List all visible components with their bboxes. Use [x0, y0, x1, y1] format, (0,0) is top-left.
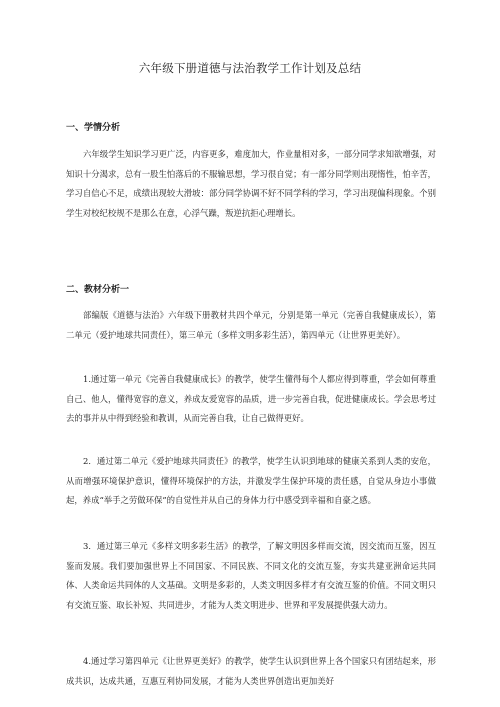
- document-title: 六年级下册道德与法治教学工作计划及总结: [138, 61, 362, 75]
- paragraph-unit-3: 3．通过第三单元《多样文明多彩生活》的教学，了解文明因多样而交流，因交流而互鉴，因互鉴而发展。我们要加强世界上不同国家、不同民族、不同文化的交流互鉴，夯实共建亚洲命运共同体、人类命运共同体的人文基础。文明是多彩的，人类文明因多样才有交流互鉴的价值。不同文明只有交流互鉴、取长补短、共同进步，才能为人类文明进步、世界和平发展提供强大动力。: [66, 541, 436, 610]
- section-heading-textbook-analysis: 二、教材分析一: [66, 285, 130, 295]
- paragraph-unit-4: 4.通过学习第四单元《让世界更美好》的教学，使学生认识到世界上各个国家只有团结起来，形成共识，达成共通，互惠互利协同发展，才能为人类世界创造出更加美好: [66, 656, 436, 686]
- paragraph-learning-analysis: 六年级学生知识学习更广泛，内容更多，难度加大，作业量相对多，一部分同学求知欲增强，对知识十分渴求，总有一股生怕落后的不服输思想，学习很自觉；有一部分同学则出现惰性，怕辛苦，学习自信心不足，成绩出现较大滑坡：部分同学协调不好不同学科的学习，学习出现偏科现象。个别学生对校纪校规不是那么在意，心浮气躁，叛逆抗拒心理增长。: [66, 149, 436, 218]
- paragraph-textbook-overview: 部编版《道德与法治》六年级下册教材共四个单元，分别是第一单元（完善自我健康成长），第二单元（爱护地球共同责任），第三单元（多样文明多彩生活），第四单元（让世界更美好）。: [66, 310, 436, 340]
- paragraph-unit-1: 1.通过第一单元《完善自我健康成长》的教学，使学生懂得每个人都应得到尊重，学会如何尊重自己、他人，懂得宽容的意义，养成友爱宽容的品质，进一步完善自我，促进健康成长。学会思考过去的事并从中得到经验和教训，从而完善自我，让自己做得更好。: [66, 374, 436, 423]
- section-heading-learning-analysis: 一、学情分析: [66, 123, 121, 133]
- paragraph-unit-2: 2．通过第二单元《爱护地球共同责任》的教学，使学生认识到地球的健康关系到人类的安危，从而增强环境保护意识，懂得环境保护的方法，并激发学生保护环境的责任感，自觉从身边小事做起，养成“举手之劳做环保”的自觉性并从自己的身体力行中感受到幸福和自豪之感。: [66, 456, 436, 505]
